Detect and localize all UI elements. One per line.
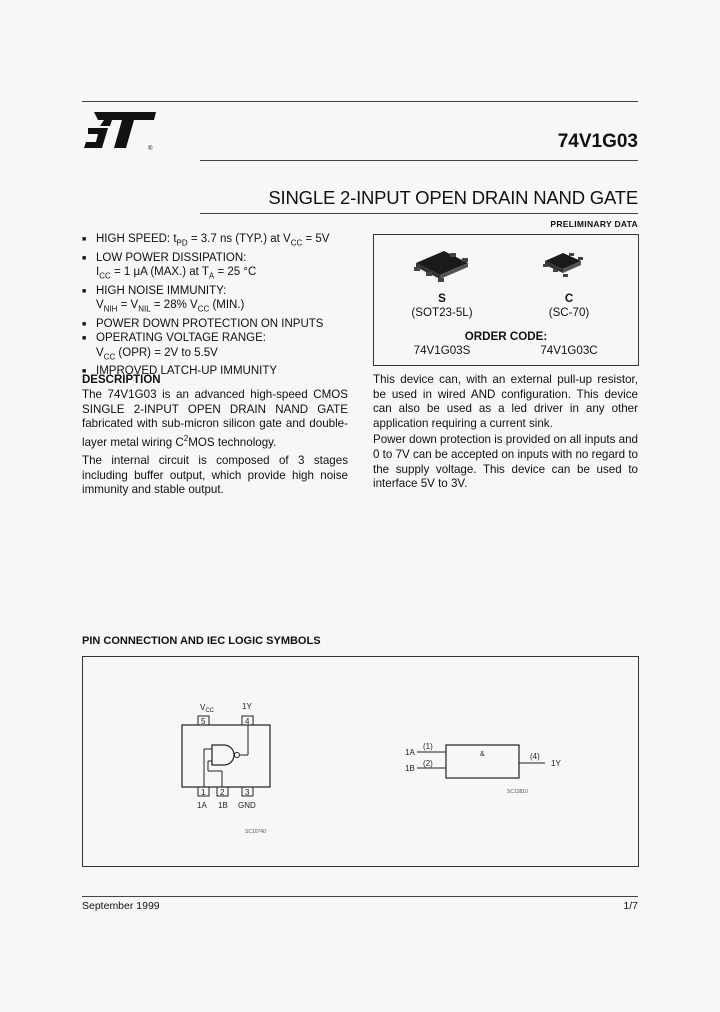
pin-2-number: 2 — [220, 788, 225, 797]
pin-b-label: 1B — [218, 801, 228, 810]
pin-3-number: 3 — [245, 788, 250, 797]
feature-item: ■ HIGH SPEED: $t_{PD} = 3.7$ ns (TYP.) at $V_{CC} = 5V$ — [82, 233, 330, 248]
description-heading: DESCRIPTION — [82, 374, 161, 386]
iec-pin-2: (2) — [423, 759, 433, 768]
feature-item: ■ OPERATING VOLTAGE RANGE: — [82, 332, 266, 345]
package-s-letter: S — [438, 292, 446, 305]
sc70-package-image — [541, 247, 585, 281]
package-box — [373, 234, 639, 366]
package-c-name: (SC-70) — [548, 306, 590, 319]
pin-5-number: 5 — [201, 717, 206, 726]
pin-connection-heading: PIN CONNECTION AND IEC LOGIC SYMBOLS — [82, 635, 321, 647]
pin-gnd-label: GND — [238, 801, 256, 810]
iec-pin-4: (4) — [530, 752, 540, 761]
iec-input-b-label: 1B — [405, 764, 415, 773]
sot23-package-image — [410, 245, 474, 285]
iec-input-a-label: 1A — [405, 748, 415, 757]
description-paragraph-2: The internal circuit is composed of 3 stages including buffer output, which provide high noise immunity and stable output. — [82, 454, 348, 497]
preliminary-label: PRELIMINARY DATA — [550, 219, 638, 229]
svg-text:®: ® — [148, 146, 153, 152]
iec-gate-box — [446, 745, 519, 778]
figure-1-code: SC10740 — [245, 829, 266, 835]
figure-2-code: SC13810 — [507, 789, 528, 795]
feature-item: $V_{NIH} = V_{NIL} = 28\%$ $V_{CC}$ (MIN.) — [96, 299, 245, 314]
footer-rule — [82, 896, 638, 897]
order-code-c: 74V1G03C — [540, 344, 598, 357]
package-c-letter: C — [564, 292, 574, 305]
vcc-label: $V_{CC}$ — [200, 703, 215, 714]
nand-gate-symbol — [212, 745, 234, 765]
ic-body — [182, 725, 270, 787]
document-title: SINGLE 2-INPUT OPEN DRAIN NAND GATE — [268, 187, 638, 208]
feature-item: ■ POWER DOWN PROTECTION ON INPUTS — [82, 317, 324, 330]
pin-4-number: 4 — [245, 717, 250, 726]
title-rule — [200, 213, 638, 214]
feature-item: ■ HIGH NOISE IMMUNITY: — [82, 284, 227, 297]
feature-item: $V_{CC}$ (OPR) = 2V to 5.5V — [96, 346, 218, 362]
description-paragraph-1: The 74V1G03 is an advanced high-speed CMOS SINGLE 2-INPUT OPEN DRAIN NAND GATE fabricated with sub-micron silicon gate and double-layer metal wiring $C^2MOS$ technology. — [82, 388, 348, 449]
description-left-column — [82, 388, 348, 498]
iec-logic-symbol — [395, 735, 575, 805]
y-label: 1Y — [242, 702, 252, 711]
pin-1-number: 1 — [201, 788, 206, 797]
feature-item: ■ LOW POWER DISSIPATION: — [82, 251, 247, 264]
pin-a-label: 1A — [197, 801, 207, 810]
features-list — [82, 232, 372, 379]
footer-page-number: 1/7 — [623, 900, 638, 912]
description-paragraph-4: Power down protection is provided on all inputs and 0 to 7V can be accepted on inputs with no regard to the supply voltage. This device can be used to interface 5V to 3V. — [373, 433, 638, 491]
header-rule — [200, 160, 638, 161]
st-logo — [84, 108, 160, 154]
order-code-s: 74V1G03S — [413, 344, 471, 357]
iec-pin-1: (1) — [423, 742, 433, 751]
description-right-column — [373, 373, 638, 492]
footer-date: September 1999 — [82, 900, 160, 912]
part-number: 74V1G03 — [557, 131, 638, 152]
pin-connection-diagram — [170, 695, 320, 845]
feature-item: $I_{CC} = 1$ μA (MAX.) at $T_A = 25$ °C — [96, 266, 257, 281]
description-paragraph-3: This device can, with an external pull-up resistor, be used in wired AND configuration. This device can also be used as a led driver in any other application requiring a current sink. — [373, 373, 638, 430]
package-s-name: (SOT23-5L) — [411, 306, 473, 319]
order-code-label: ORDER CODE: — [464, 330, 548, 343]
iec-output-label: 1Y — [551, 759, 561, 768]
iec-and-symbol: & — [480, 751, 485, 758]
top-rule — [82, 101, 638, 102]
feature-item: ■ IMPROVED LATCH-UP IMMUNITY — [82, 365, 278, 378]
